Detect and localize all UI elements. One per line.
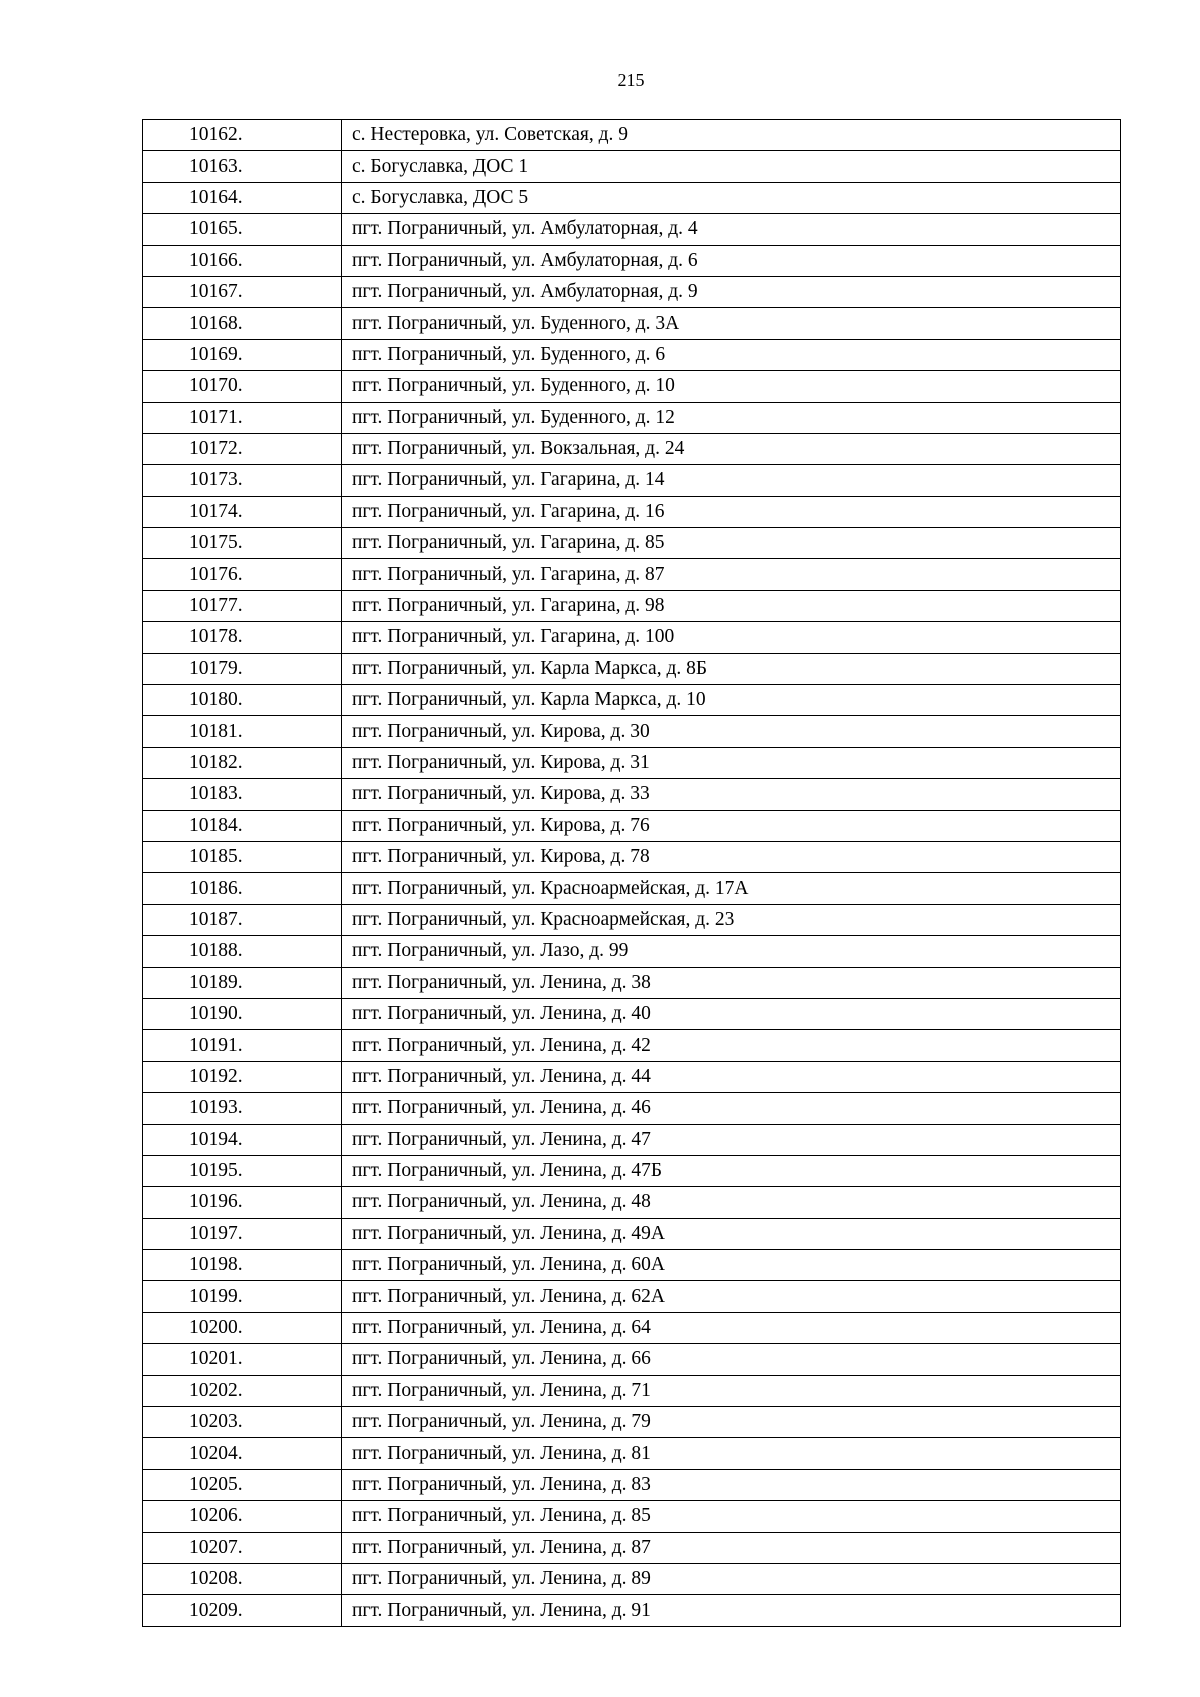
row-number: 10175.	[143, 528, 342, 559]
table-row	[143, 1124, 1121, 1155]
row-address: пгт. Пограничный, ул. Лазо, д. 99	[342, 936, 1121, 967]
row-number: 10190.	[143, 998, 342, 1029]
table-row	[143, 1501, 1121, 1532]
row-number: 10184.	[143, 810, 342, 841]
row-address: пгт. Пограничный, ул. Гагарина, д. 14	[342, 465, 1121, 496]
row-address: пгт. Пограничный, ул. Гагарина, д. 85	[342, 528, 1121, 559]
row-number: 10185.	[143, 841, 342, 872]
row-number: 10187.	[143, 904, 342, 935]
row-address: пгт. Пограничный, ул. Ленина, д. 38	[342, 967, 1121, 998]
table-row	[143, 747, 1121, 778]
row-number: 10170.	[143, 371, 342, 402]
row-number: 10162.	[143, 120, 342, 151]
row-number: 10188.	[143, 936, 342, 967]
row-address: пгт. Пограничный, ул. Ленина, д. 46	[342, 1093, 1121, 1124]
row-number: 10202.	[143, 1375, 342, 1406]
table-row	[143, 151, 1121, 182]
row-number: 10168.	[143, 308, 342, 339]
table-row	[143, 653, 1121, 684]
row-number: 10199.	[143, 1281, 342, 1312]
row-number: 10205.	[143, 1469, 342, 1500]
row-number: 10204.	[143, 1438, 342, 1469]
row-number: 10198.	[143, 1250, 342, 1281]
row-address: пгт. Пограничный, ул. Красноармейская, д. 17А	[342, 873, 1121, 904]
row-address: пгт. Пограничный, ул. Ленина, д. 71	[342, 1375, 1121, 1406]
row-number: 10181.	[143, 716, 342, 747]
row-address: пгт. Пограничный, ул. Буденного, д. 3А	[342, 308, 1121, 339]
table-row	[143, 402, 1121, 433]
table-row	[143, 1155, 1121, 1186]
table-row	[143, 182, 1121, 213]
row-number: 10203.	[143, 1407, 342, 1438]
row-number: 10178.	[143, 622, 342, 653]
row-address: пгт. Пограничный, ул. Буденного, д. 6	[342, 339, 1121, 370]
row-address: пгт. Пограничный, ул. Ленина, д. 64	[342, 1312, 1121, 1343]
table-row	[143, 1438, 1121, 1469]
table-row	[143, 841, 1121, 872]
row-address: пгт. Пограничный, ул. Ленина, д. 89	[342, 1563, 1121, 1594]
row-address: пгт. Пограничный, ул. Амбулаторная, д. 6	[342, 245, 1121, 276]
table-row	[143, 433, 1121, 464]
row-address: пгт. Пограничный, ул. Гагарина, д. 16	[342, 496, 1121, 527]
row-address: пгт. Пограничный, ул. Вокзальная, д. 24	[342, 433, 1121, 464]
table-row	[143, 308, 1121, 339]
row-address: пгт. Пограничный, ул. Ленина, д. 91	[342, 1595, 1121, 1626]
row-address: пгт. Пограничный, ул. Гагарина, д. 87	[342, 559, 1121, 590]
row-number: 10172.	[143, 433, 342, 464]
row-address: пгт. Пограничный, ул. Ленина, д. 40	[342, 998, 1121, 1029]
row-address: пгт. Пограничный, ул. Гагарина, д. 98	[342, 590, 1121, 621]
table-row	[143, 1187, 1121, 1218]
table-row	[143, 371, 1121, 402]
row-number: 10201.	[143, 1344, 342, 1375]
row-address: пгт. Пограничный, ул. Кирова, д. 31	[342, 747, 1121, 778]
row-address: пгт. Пограничный, ул. Красноармейская, д. 23	[342, 904, 1121, 935]
table-row	[143, 716, 1121, 747]
row-address: пгт. Пограничный, ул. Ленина, д. 48	[342, 1187, 1121, 1218]
table-row	[143, 967, 1121, 998]
table-row	[143, 936, 1121, 967]
table-row	[143, 496, 1121, 527]
table-row	[143, 590, 1121, 621]
row-address: пгт. Пограничный, ул. Ленина, д. 49А	[342, 1218, 1121, 1249]
row-address: пгт. Пограничный, ул. Буденного, д. 12	[342, 402, 1121, 433]
table-row	[143, 685, 1121, 716]
row-address: пгт. Пограничный, ул. Ленина, д. 79	[342, 1407, 1121, 1438]
row-number: 10195.	[143, 1155, 342, 1186]
row-number: 10180.	[143, 685, 342, 716]
row-address: пгт. Пограничный, ул. Ленина, д. 87	[342, 1532, 1121, 1563]
table-row	[143, 1532, 1121, 1563]
table-row	[143, 810, 1121, 841]
row-number: 10194.	[143, 1124, 342, 1155]
table-row	[143, 1250, 1121, 1281]
row-number: 10169.	[143, 339, 342, 370]
table-row	[143, 904, 1121, 935]
table-row	[143, 276, 1121, 307]
table-row	[143, 528, 1121, 559]
table-row	[143, 622, 1121, 653]
row-address: пгт. Пограничный, ул. Ленина, д. 47	[342, 1124, 1121, 1155]
row-address: пгт. Пограничный, ул. Ленина, д. 83	[342, 1469, 1121, 1500]
row-address: пгт. Пограничный, ул. Гагарина, д. 100	[342, 622, 1121, 653]
row-address: пгт. Пограничный, ул. Кирова, д. 78	[342, 841, 1121, 872]
table-row	[143, 1030, 1121, 1061]
row-number: 10164.	[143, 182, 342, 213]
row-address: с. Нестеровка, ул. Советская, д. 9	[342, 120, 1121, 151]
table-row	[143, 1375, 1121, 1406]
row-address: пгт. Пограничный, ул. Ленина, д. 81	[342, 1438, 1121, 1469]
address-table	[142, 119, 1121, 1627]
page-number: 215	[617, 70, 645, 90]
row-address: пгт. Пограничный, ул. Ленина, д. 62А	[342, 1281, 1121, 1312]
row-number: 10206.	[143, 1501, 342, 1532]
row-address: пгт. Пограничный, ул. Ленина, д. 85	[342, 1501, 1121, 1532]
row-number: 10193.	[143, 1093, 342, 1124]
row-number: 10191.	[143, 1030, 342, 1061]
table-row	[143, 1312, 1121, 1343]
table-row	[143, 559, 1121, 590]
table-row	[143, 873, 1121, 904]
row-number: 10189.	[143, 967, 342, 998]
table-row	[143, 245, 1121, 276]
row-address: пгт. Пограничный, ул. Амбулаторная, д. 9	[342, 276, 1121, 307]
table-row	[143, 1093, 1121, 1124]
row-address: пгт. Пограничный, ул. Карла Маркса, д. 8Б	[342, 653, 1121, 684]
table-row	[143, 1469, 1121, 1500]
table-row	[143, 1281, 1121, 1312]
table-row	[143, 1061, 1121, 1092]
table-row	[143, 1563, 1121, 1594]
table-row	[143, 465, 1121, 496]
row-number: 10163.	[143, 151, 342, 182]
row-address: пгт. Пограничный, ул. Ленина, д. 42	[342, 1030, 1121, 1061]
table-row	[143, 339, 1121, 370]
table-row	[143, 998, 1121, 1029]
row-number: 10207.	[143, 1532, 342, 1563]
table-row	[143, 214, 1121, 245]
row-address: пгт. Пограничный, ул. Кирова, д. 30	[342, 716, 1121, 747]
row-address: пгт. Пограничный, ул. Амбулаторная, д. 4	[342, 214, 1121, 245]
row-number: 10174.	[143, 496, 342, 527]
row-address: пгт. Пограничный, ул. Кирова, д. 33	[342, 779, 1121, 810]
row-number: 10177.	[143, 590, 342, 621]
row-number: 10196.	[143, 1187, 342, 1218]
row-number: 10208.	[143, 1563, 342, 1594]
row-address: пгт. Пограничный, ул. Ленина, д. 47Б	[342, 1155, 1121, 1186]
row-number: 10166.	[143, 245, 342, 276]
table-row	[143, 120, 1121, 151]
table-row	[143, 779, 1121, 810]
row-address: пгт. Пограничный, ул. Карла Маркса, д. 10	[342, 685, 1121, 716]
row-address: пгт. Пограничный, ул. Ленина, д. 66	[342, 1344, 1121, 1375]
row-number: 10197.	[143, 1218, 342, 1249]
row-number: 10173.	[143, 465, 342, 496]
row-number: 10171.	[143, 402, 342, 433]
table-row	[143, 1595, 1121, 1626]
row-address: пгт. Пограничный, ул. Ленина, д. 44	[342, 1061, 1121, 1092]
row-number: 10176.	[143, 559, 342, 590]
row-address: с. Богуславка, ДОС 5	[342, 182, 1121, 213]
table-row	[143, 1218, 1121, 1249]
row-address: пгт. Пограничный, ул. Ленина, д. 60А	[342, 1250, 1121, 1281]
row-number: 10186.	[143, 873, 342, 904]
row-number: 10179.	[143, 653, 342, 684]
row-number: 10209.	[143, 1595, 342, 1626]
table-row	[143, 1407, 1121, 1438]
row-number: 10200.	[143, 1312, 342, 1343]
row-number: 10192.	[143, 1061, 342, 1092]
row-address: пгт. Пограничный, ул. Буденного, д. 10	[342, 371, 1121, 402]
row-number: 10165.	[143, 214, 342, 245]
row-number: 10182.	[143, 747, 342, 778]
table-row	[143, 1344, 1121, 1375]
row-number: 10183.	[143, 779, 342, 810]
row-address: пгт. Пограничный, ул. Кирова, д. 76	[342, 810, 1121, 841]
row-address: с. Богуславка, ДОС 1	[342, 151, 1121, 182]
row-number: 10167.	[143, 276, 342, 307]
address-table-body	[143, 120, 1121, 1627]
